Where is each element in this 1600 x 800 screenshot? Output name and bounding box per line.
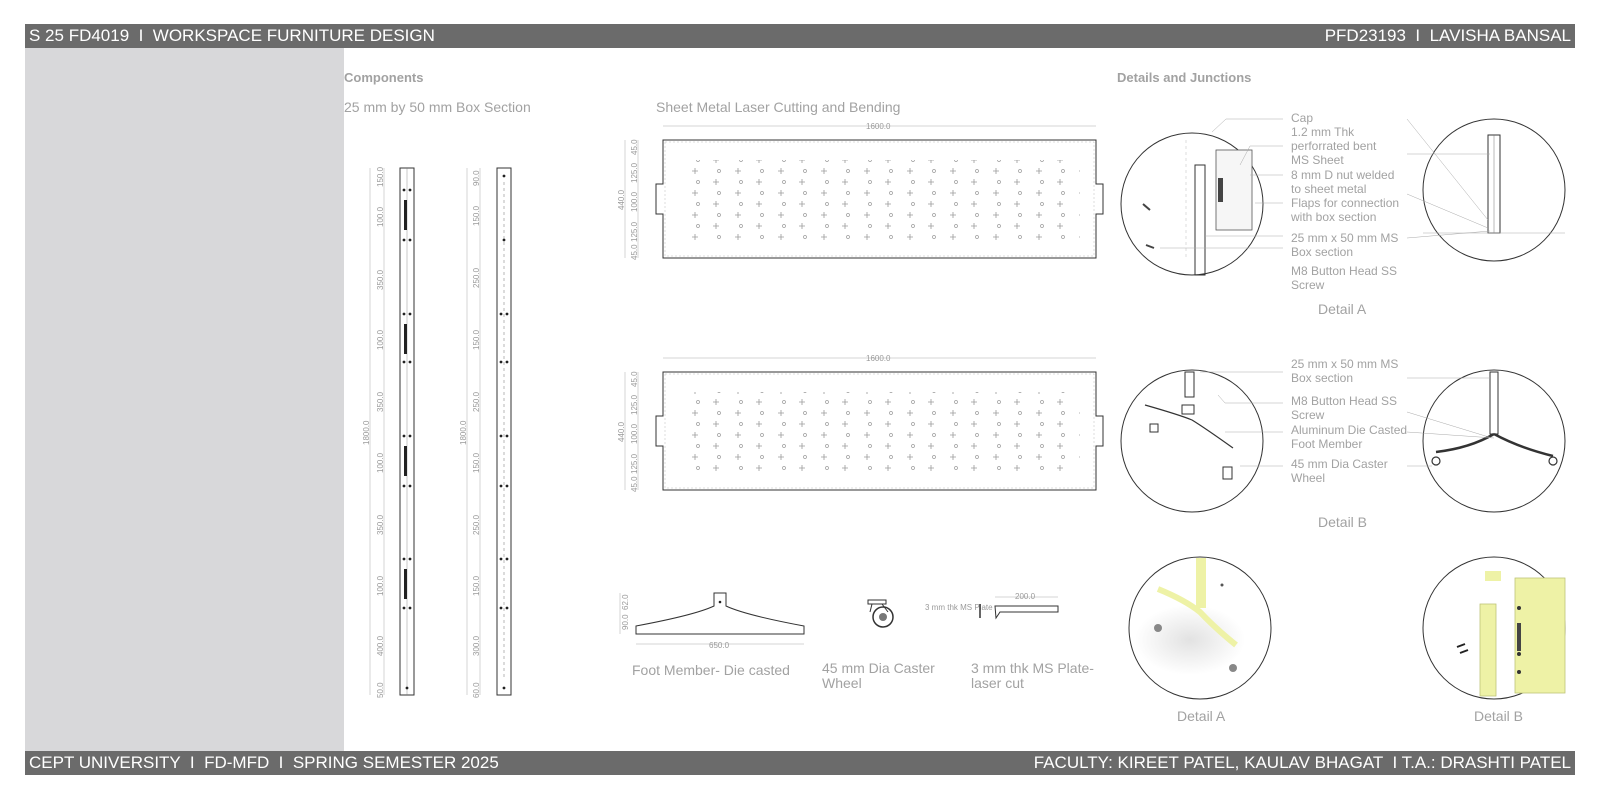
sheet-metal-title: Sheet Metal Laser Cutting and Bending — [656, 99, 901, 115]
note-screw-b: M8 Button Head SS Screw — [1291, 394, 1398, 422]
foot-dim-height: 62.0 — [621, 594, 630, 610]
sheet-2-dim-4: 125.0 — [630, 453, 639, 474]
sheet-1-dim-4: 125.0 — [630, 221, 639, 242]
student-id: PFD23193 I LAVISHA BANSAL — [1324, 26, 1571, 45]
box-a-dim-1: 150.0 — [376, 166, 385, 187]
sheet-2-dim-2: 125.0 — [630, 394, 639, 415]
detail-b-circle-right — [1423, 370, 1565, 512]
note-perforated-sheet: 1.2 mm Thk perforrated bent MS Sheet — [1291, 125, 1377, 167]
note-nut: 8 mm D nut welded to sheet metal — [1291, 168, 1395, 196]
plate-dim: 200.0 — [1015, 592, 1036, 601]
foot-member-drawing — [620, 593, 804, 650]
box-b-dim-6: 150.0 — [472, 452, 481, 473]
box-b-total: 1800.0 — [459, 420, 468, 445]
sheet-2-height: 440.0 — [617, 421, 626, 442]
box-b-dim-2: 150.0 — [472, 205, 481, 226]
box-b-dim-7: 250.0 — [472, 514, 481, 535]
sheet-1-dim-1: 45.0 — [630, 139, 639, 155]
box-a-dim-3: 350.0 — [376, 269, 385, 290]
sheet-1-width: 1600.0 — [866, 122, 891, 131]
box-a-dim-6: 100.0 — [376, 452, 385, 473]
detail-b-label: Detail B — [1318, 514, 1368, 530]
sheet-1-height: 440.0 — [617, 189, 626, 210]
faculty-info: FACULTY: KIREET PATEL, KAULAV BHAGAT I T.A.: DRASHTI PATEL — [1033, 753, 1571, 772]
box-a-dim-8: 100.0 — [376, 575, 385, 596]
detail-a-leaders — [1160, 119, 1490, 248]
box-section-b-drawing — [459, 168, 511, 698]
course-title: S 25 FD4019 I WORKSPACE FURNITURE DESIGN — [29, 26, 435, 45]
plate-small-label: 3 mm thk MS Plate — [925, 603, 993, 612]
render-a-label: Detail A — [1177, 708, 1226, 724]
detail-a-circle-left — [1121, 133, 1263, 275]
caster-wheel-drawing — [868, 600, 893, 627]
box-b-dim-8: 150.0 — [472, 575, 481, 596]
note-box-section-b: 25 mm x 50 mm MS Box section — [1291, 357, 1399, 385]
sheet-2-dim-3: 100.0 — [630, 423, 639, 444]
sheet-2-dim-5: 45.0 — [630, 476, 639, 492]
box-b-dim-10: 60.0 — [472, 682, 481, 698]
note-foot-member: Aluminum Die Casted Foot Member — [1291, 423, 1408, 451]
foot-dim-width: 650.0 — [709, 641, 730, 650]
note-caster: 45 mm Dia Caster Wheel — [1291, 457, 1388, 485]
sheet-2-dim-1: 45.0 — [630, 371, 639, 387]
sheet-2-width: 1600.0 — [866, 354, 891, 363]
box-b-dim-1: 90.0 — [472, 170, 481, 186]
sheet-1-dim-5: 45.0 — [630, 244, 639, 260]
detail-b-leaders — [1200, 372, 1494, 466]
note-screw-a: M8 Button Head SS Screw — [1291, 264, 1398, 292]
detail-b-circle-left — [1121, 370, 1263, 512]
components-heading: Components — [344, 70, 424, 85]
details-heading: Details and Junctions — [1117, 70, 1252, 85]
university-info: CEPT UNIVERSITY I FD-MFD I SPRING SEMESTER 2025 — [29, 753, 499, 772]
sheet-metal-panel-1 — [617, 122, 1103, 260]
detail-a-circle-right — [1423, 119, 1565, 261]
box-a-dim-10: 50.0 — [376, 682, 385, 698]
box-section-a-drawing — [362, 166, 414, 698]
box-b-dim-5: 250.0 — [472, 391, 481, 412]
note-cap: Cap — [1291, 111, 1314, 125]
plate-caption: 3 mm thk MS Plate-laser cut — [971, 660, 1094, 691]
note-flaps: Flaps for connection with box section — [1291, 196, 1400, 224]
caster-caption: 45 mm Dia Caster Wheel — [822, 660, 935, 691]
box-a-dim-9: 400.0 — [376, 635, 385, 656]
box-section-title: 25 mm by 50 mm Box Section — [344, 99, 531, 115]
box-a-total: 1800.0 — [362, 420, 371, 445]
sheet-1-dim-2: 125.0 — [630, 162, 639, 183]
ms-plate-drawing — [925, 592, 1058, 618]
foot-caption: Foot Member- Die casted — [632, 662, 790, 678]
detail-a-label: Detail A — [1318, 301, 1367, 317]
box-b-dim-4: 150.0 — [472, 329, 481, 350]
note-box-section-a: 25 mm x 50 mm MS Box section — [1291, 231, 1399, 259]
box-b-dim-9: 300.0 — [472, 635, 481, 656]
sheet-metal-panel-2 — [617, 354, 1103, 492]
render-detail-b — [1423, 557, 1565, 699]
box-a-dim-7: 350.0 — [376, 514, 385, 535]
foot-dim-total: 90.0 — [621, 614, 630, 630]
render-b-label: Detail B — [1474, 708, 1524, 724]
box-a-dim-4: 100.0 — [376, 329, 385, 350]
render-detail-a — [1129, 557, 1271, 699]
sheet-1-dim-3: 100.0 — [630, 191, 639, 212]
box-a-dim-2: 100.0 — [376, 206, 385, 227]
box-b-dim-3: 250.0 — [472, 267, 481, 288]
box-a-dim-5: 350.0 — [376, 391, 385, 412]
